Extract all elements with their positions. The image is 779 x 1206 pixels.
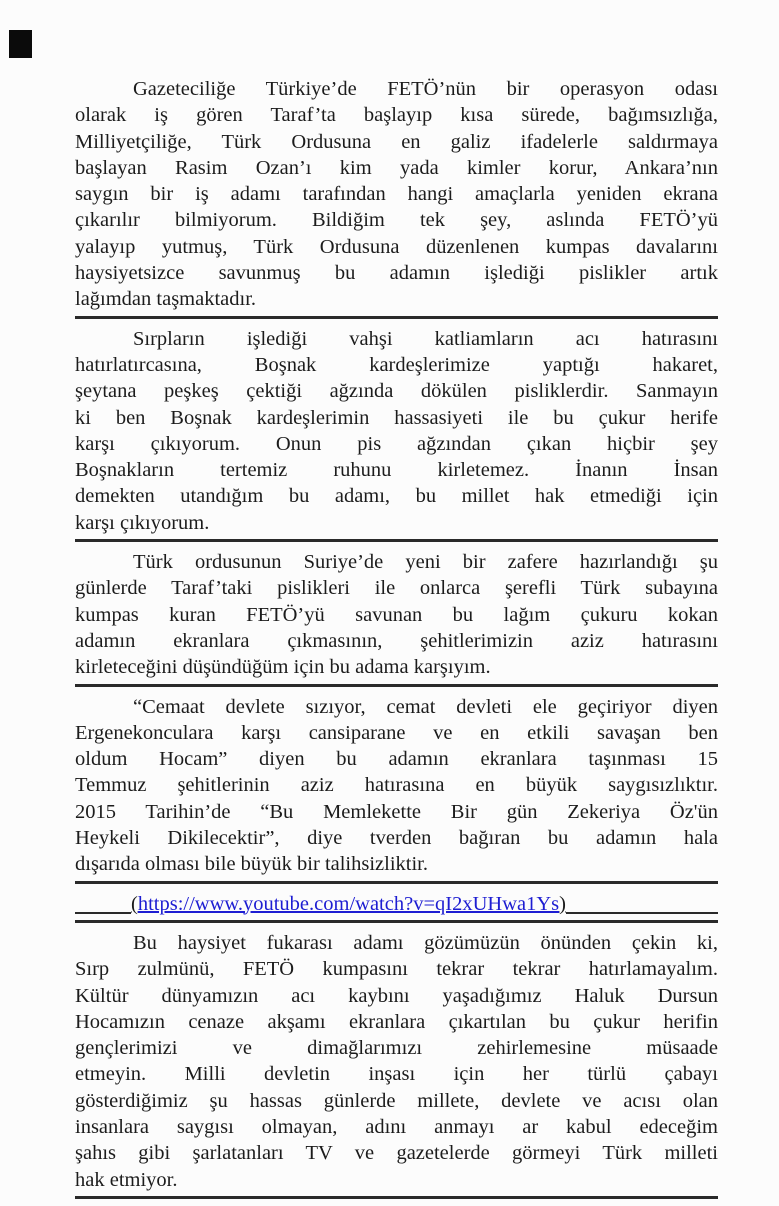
text-line: Sırp zulmünü, FETÖ kumpasını tekrar tekrar hatırlamayalım.: [75, 958, 718, 981]
text-line: adamın ekranlara çıkmasının, şehitlerimizin aziz hatırasını: [75, 629, 718, 652]
text-line: başlayan Rasim Ozan’ı kim yada kimler korur, Ankara’nın: [75, 156, 718, 179]
text-line: gençlerimizi ve dimağlarımızı zehirlemesine müsaade: [75, 1037, 718, 1060]
open-paren: (: [131, 892, 138, 915]
link-underline-tail: [566, 912, 718, 914]
text-line: kirleteceğini düşündüğüm için bu adama karşıyım.: [75, 656, 491, 679]
text-line: çıkarılır bilmiyorum. Bildiğim tek şey, aslında FETÖ’yü: [75, 209, 718, 232]
youtube-link-paragraph: [75, 891, 718, 923]
text-line: lağımdan taşmaktadır.: [75, 288, 257, 311]
paragraph-4: [75, 694, 718, 884]
text-line: karşı çıkıyorum. Onun pis ağzından çıkan hiçbir şey: [75, 432, 718, 455]
youtube-link-line: [75, 891, 718, 917]
paragraph-5: [75, 930, 718, 1199]
text-line: saygın bir iş adamı tarafından hangi amaçlarla yeniden ekrana: [75, 183, 718, 206]
text-line: Bu haysiyet fukarası adamı gözümüzün önünden çekin ki,: [133, 931, 718, 954]
text-line: yalayıp yutmuş, Türk Ordusuna düzenlenen kumpas davalarını: [75, 235, 718, 258]
text-line: demekten utandığım bu adamı, bu millet hak etmediği için: [75, 485, 718, 508]
text-line: günlerde Taraf’taki pislikleri ile onlarca şerefli Türk subayına: [75, 577, 718, 600]
paragraph-3: [75, 549, 718, 686]
link-underline-lead: [75, 912, 131, 914]
text-line: kumpas kuran FETÖ’yü savunan bu lağım çukuru kokan: [75, 603, 718, 626]
text-line: haysiyetsizce savunmuş bu adamın işlediği pislikler artık: [75, 262, 718, 285]
document-content: [75, 76, 718, 1206]
text-line: ki ben Boşnak kardeşlerimin hassasiyeti ile bu çukur herife: [75, 406, 718, 429]
text-line: Boşnakların tertemiz ruhunu kirletemez. İnanın İnsan: [75, 459, 718, 482]
text-line: hak etmiyor.: [75, 1168, 178, 1191]
text-line: Ergenekonculara karşı cansiparane ve en etkili savaşan ben: [75, 721, 718, 744]
text-line: dışarıda olması bile büyük bir talihsizliktir.: [75, 853, 429, 876]
text-line: 2015 Tarihin’de “Bu Memlekette Bir gün Zekeriya Öz'ün: [75, 800, 718, 823]
text-line: “Cemaat devlete sızıyor, cemat devleti ele geçiriyor diyen: [133, 695, 718, 718]
paragraph-1: [75, 76, 718, 319]
text-line: hatırlatırcasına, Boşnak kardeşlerimize yaptığı hakaret,: [75, 353, 718, 376]
text-line: gösterdiğimiz şu hassas günlerde millete, devlete ve acısı olan: [75, 1089, 718, 1112]
text-line: şahıs gibi şarlatanları TV ve gazetelerde görmeyi Türk milleti: [75, 1142, 718, 1165]
text-line: Türk ordusunun Suriye’de yeni bir zafere hazırlandığı şu: [133, 551, 718, 574]
text-line: Kültür dünyamızın acı kaybını yaşadığımız Haluk Dursun: [75, 984, 718, 1007]
text-line: Heykeli Dikilecektir”, diye tverden bağıran bu adamın hala: [75, 827, 718, 850]
text-line: oldum Hocam” diyen bu adamın ekranlara taşınması 15: [75, 748, 718, 771]
text-line: Sırpların işlediği vahşi katliamların acı hatırasını: [133, 327, 718, 350]
text-line: Hocamızın cenaze akşamı ekranlara çıkartılan bu çukur herifin: [75, 1010, 718, 1033]
text-line: Milliyetçiliğe, Türk Ordusuna en galiz ifadelerle saldırmaya: [75, 130, 718, 153]
text-line: Gazeteciliğe Türkiye’de FETÖ’nün bir operasyon odası: [133, 78, 718, 100]
text-line: şeytana peşkeş çektiği ağzında dökülen pisliklerdir. Sanmayın: [75, 380, 718, 403]
text-line: karşı çıkıyorum.: [75, 511, 210, 534]
youtube-link[interactable]: https://www.youtube.com/watch?v=qI2xUHwa1Ys: [137, 892, 560, 915]
text-line: Temmuz şehitlerinin aziz hatırasına en büyük saygısızlıktır.: [75, 774, 718, 797]
text-line: etmeyin. Milli devletin inşası için her türlü çabayı: [75, 1063, 718, 1086]
text-line: olarak iş gören Taraf’ta başlayıp kısa sürede, bağımsızlığa,: [75, 104, 718, 127]
scan-artifact-mark: [9, 30, 32, 58]
close-paren: ): [559, 892, 566, 915]
text-line: insanlara saygısı olmayan, adını anmayı ar kabul edeceğim: [75, 1115, 718, 1138]
paragraph-2: [75, 326, 718, 542]
